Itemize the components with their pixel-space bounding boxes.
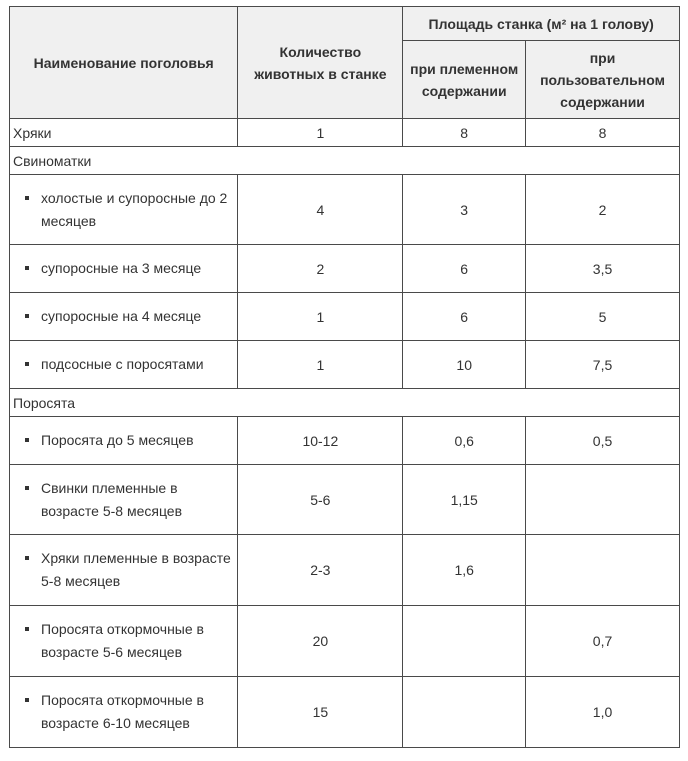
- section-row: [10, 389, 680, 417]
- table-row: [10, 677, 680, 748]
- row-label: супоросные на 4 месяце: [41, 308, 202, 324]
- table-row: [10, 293, 680, 341]
- livestock-pen-area-table: [9, 6, 680, 748]
- row-user: 5: [526, 293, 680, 341]
- row-label: Свинки племенные в возрасте 5-8 месяцев: [41, 479, 183, 519]
- section-label: Свиноматки: [10, 147, 680, 175]
- row-breeding: 3: [403, 175, 526, 245]
- table-row: [10, 175, 680, 245]
- table-row: [10, 465, 680, 535]
- row-count: 20: [238, 606, 403, 677]
- row-label: Поросята до 5 месяцев: [41, 432, 194, 448]
- row-user: [526, 465, 680, 535]
- row-user: 8: [526, 119, 680, 147]
- row-breeding: 1,6: [403, 535, 526, 606]
- table-row: [10, 245, 680, 293]
- bullet-icon: [25, 196, 29, 200]
- bullet-icon: [25, 314, 29, 318]
- row-label: холостые и супоросные до 2 месяцев: [41, 189, 228, 229]
- section-row: [10, 147, 680, 175]
- row-count: 15: [238, 677, 403, 748]
- row-count: 10-12: [238, 417, 403, 465]
- header-name: Наименование поголовья: [10, 7, 238, 119]
- table-row: [10, 606, 680, 677]
- table-row: [10, 341, 680, 389]
- row-label: подсосные с поросятами: [41, 356, 204, 372]
- row-user: 2: [526, 175, 680, 245]
- bullet-icon: [25, 438, 29, 442]
- row-label: Поросята откормочные в возрасте 6-10 месяцев: [41, 692, 204, 731]
- bullet-icon: [25, 556, 29, 560]
- table-row: [10, 119, 680, 147]
- section-label: Поросята: [10, 389, 680, 417]
- row-count: 1: [238, 293, 403, 341]
- row-user: 1,0: [526, 677, 680, 748]
- row-user: 7,5: [526, 341, 680, 389]
- row-count: 1: [238, 341, 403, 389]
- row-breeding: 0,6: [403, 417, 526, 465]
- bullet-icon: [25, 266, 29, 270]
- row-label: супоросные на 3 месяце: [41, 260, 202, 276]
- row-label: Хряки: [10, 119, 238, 147]
- row-breeding: [403, 606, 526, 677]
- header-user: при пользовательном содержании: [526, 41, 680, 119]
- row-user: 0,7: [526, 606, 680, 677]
- row-label: Хряки племенные в возрасте 5-8 месяцев: [41, 550, 231, 589]
- row-count: 5-6: [238, 465, 403, 535]
- table-row: [10, 417, 680, 465]
- row-count: 4: [238, 175, 403, 245]
- row-breeding: 1,15: [403, 465, 526, 535]
- header-area: Площадь станка (м² на 1 голову): [403, 7, 680, 41]
- bullet-icon: [25, 698, 29, 702]
- row-count: 1: [238, 119, 403, 147]
- row-user: [526, 535, 680, 606]
- header-breeding: при племенном содержании: [403, 41, 526, 119]
- header-count: Количество животных в станке: [238, 7, 403, 119]
- row-user: 3,5: [526, 245, 680, 293]
- bullet-icon: [25, 627, 29, 631]
- row-label: Поросята откормочные в возрасте 5-6 месяцев: [41, 621, 204, 660]
- row-count: 2: [238, 245, 403, 293]
- row-count: 2-3: [238, 535, 403, 606]
- table-row: [10, 535, 680, 606]
- row-breeding: 6: [403, 293, 526, 341]
- bullet-icon: [25, 486, 29, 490]
- row-breeding: [403, 677, 526, 748]
- row-user: 0,5: [526, 417, 680, 465]
- row-breeding: 10: [403, 341, 526, 389]
- bullet-icon: [25, 362, 29, 366]
- row-breeding: 8: [403, 119, 526, 147]
- row-breeding: 6: [403, 245, 526, 293]
